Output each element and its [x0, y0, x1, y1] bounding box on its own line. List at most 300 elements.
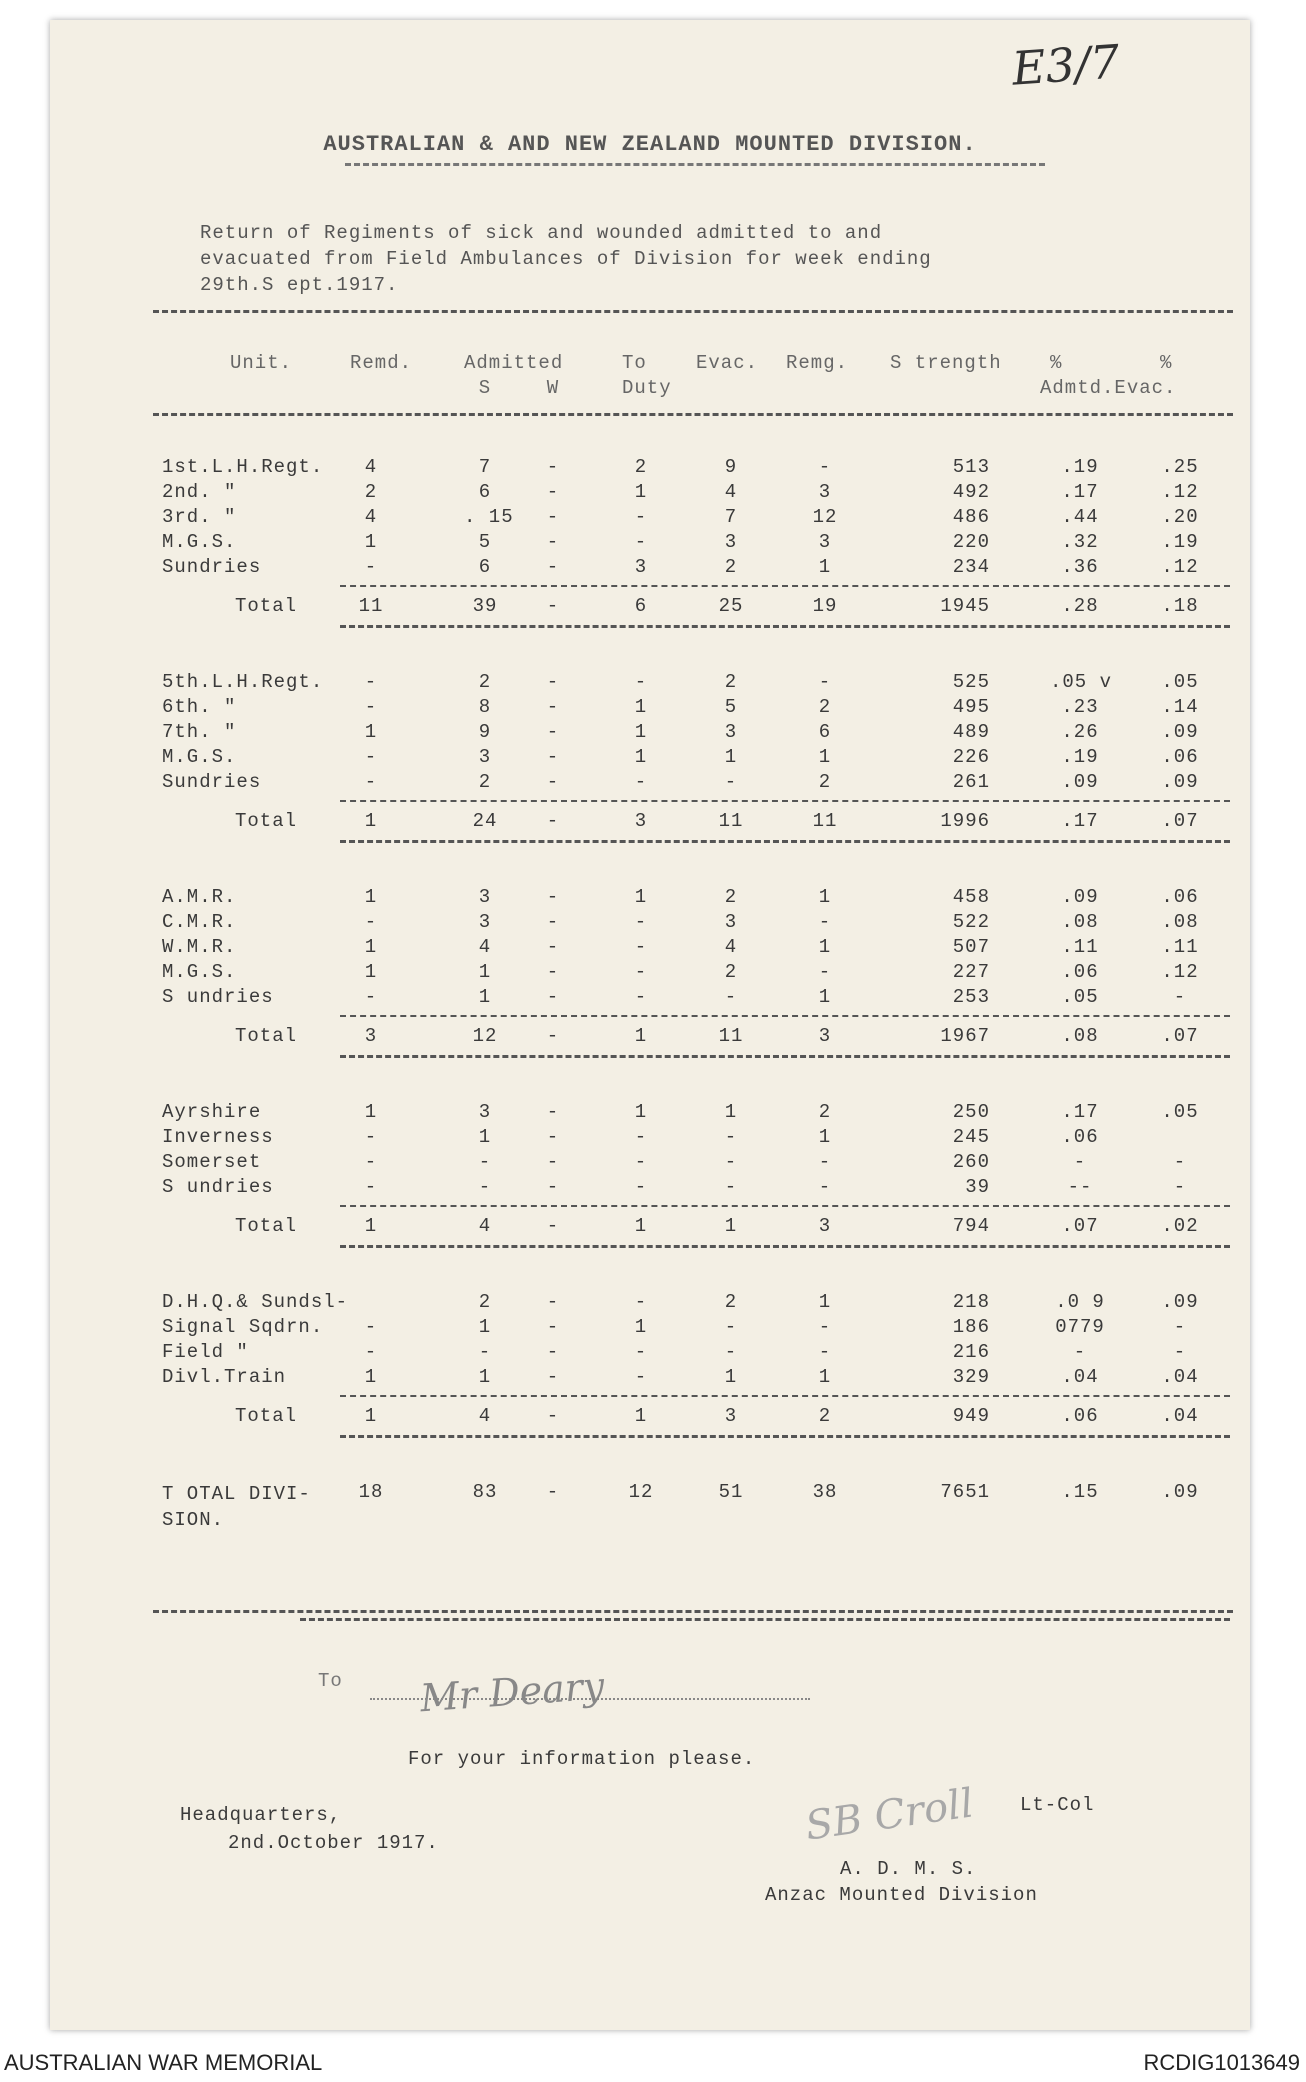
table-row-adm-s: 1: [478, 1366, 492, 1388]
table-row-remg: 1: [818, 886, 832, 908]
table-row-pct-evac: .08: [1161, 911, 1199, 933]
table-row-remd: -: [364, 1151, 378, 1173]
table-row-duty: -: [634, 1366, 648, 1388]
table-row-pct-admtd: 0779: [1055, 1316, 1105, 1338]
table-row-pct-admtd: .44: [1061, 506, 1099, 528]
table-row-duty: -: [634, 1291, 648, 1313]
table-row-unit: C.M.R.: [162, 911, 237, 933]
table-row-remg: -: [818, 1151, 832, 1173]
table-row-adm-w: -: [546, 721, 560, 743]
table-row-unit: 3rd. ": [162, 506, 237, 528]
table-row-duty: -: [634, 1341, 648, 1363]
table-row-unit: A.M.R.: [162, 886, 237, 908]
table-row-strength: 245: [952, 1126, 990, 1148]
table-row-duty: -: [634, 936, 648, 958]
table-row-pct-evac: .09: [1161, 1291, 1199, 1313]
rule-above-total: [340, 1015, 1230, 1017]
table-row-adm-s: 1: [478, 1316, 492, 1338]
document-page: [50, 20, 1250, 2030]
total-row-remg: 19: [812, 595, 838, 617]
total-row-adm-w: -: [546, 1215, 560, 1237]
table-row-adm-s: 1: [478, 961, 492, 983]
table-row-adm-s: 3: [478, 746, 492, 768]
header-remg: Remg.: [786, 352, 849, 374]
table-row-remg: 38: [812, 1481, 838, 1503]
rule-below-total: [340, 1245, 1230, 1248]
table-row-adm-w: -: [546, 911, 560, 933]
total-row-strength: 794: [952, 1215, 990, 1237]
table-row-pct-admtd: .06: [1061, 961, 1099, 983]
table-row-adm-s: 5: [478, 531, 492, 553]
table-row-unit: 7th. ": [162, 721, 237, 743]
table-row-remd: 4: [364, 506, 378, 528]
table-row-unit: Divl.Train: [162, 1366, 287, 1388]
rule-above-total: [340, 1205, 1230, 1207]
table-row-adm-s: 1: [478, 986, 492, 1008]
table-row-duty: -: [634, 671, 648, 693]
table-row-pct-evac: .12: [1161, 556, 1199, 578]
table-row-strength: 250: [952, 1101, 990, 1123]
rule-above-total: [340, 1395, 1230, 1397]
table-row-strength: 260: [952, 1151, 990, 1173]
table-row-unit: 5th.L.H.Regt.: [162, 671, 324, 693]
total-row-adm-w: -: [546, 810, 560, 832]
table-row-evac: -: [724, 1341, 738, 1363]
table-row-pct-evac: .12: [1161, 481, 1199, 503]
archive-reference: E3/7: [1010, 34, 1122, 96]
table-row-unit: S undries: [162, 986, 274, 1008]
table-row-remg: 1: [818, 936, 832, 958]
table-row-adm-w: -: [546, 506, 560, 528]
table-row-evac: -: [724, 1176, 738, 1198]
table-row-evac: 1: [724, 746, 738, 768]
table-row-evac: 2: [724, 886, 738, 908]
table-row-duty: -: [634, 1126, 648, 1148]
header-admitted: Admitted: [464, 352, 564, 374]
table-row-evac: 2: [724, 961, 738, 983]
table-row-adm-w: -: [546, 1101, 560, 1123]
table-row-pct-admtd: .11: [1061, 936, 1099, 958]
table-row-pct-evac: .06: [1161, 886, 1199, 908]
table-row-strength: 495: [952, 696, 990, 718]
rule-under-header: [153, 413, 1233, 416]
table-row-unit: 6th. ": [162, 696, 237, 718]
table-row-remg: 2: [818, 1101, 832, 1123]
table-row-remg: 2: [818, 771, 832, 793]
total-row-pct-evac: .02: [1161, 1215, 1199, 1237]
total-row-evac: 1: [724, 1215, 738, 1237]
table-row-pct-evac: -: [1173, 1176, 1187, 1198]
table-row-adm-w: -: [546, 1341, 560, 1363]
table-row-unit: M.G.S.: [162, 531, 237, 553]
table-row-remd: 1: [364, 1366, 378, 1388]
table-row-unit: 1st.L.H.Regt.: [162, 456, 324, 478]
table-row-evac: 5: [724, 696, 738, 718]
table-row-evac: -: [724, 1151, 738, 1173]
table-row-remd: 18: [358, 1481, 384, 1503]
table-row-evac: 1: [724, 1101, 738, 1123]
total-row-unit: Total: [235, 810, 298, 832]
table-row-adm-s: 3: [478, 1101, 492, 1123]
table-row-pct-admtd: .15: [1061, 1481, 1099, 1503]
total-row-pct-evac: .07: [1161, 1025, 1199, 1047]
rule-below-total: [340, 840, 1230, 843]
table-row-pct-admtd: .06: [1061, 1126, 1099, 1148]
table-row-pct-admtd: .23: [1061, 696, 1099, 718]
table-row-adm-w: -: [546, 986, 560, 1008]
table-row-evac: 4: [724, 936, 738, 958]
table-row-remg: 3: [818, 481, 832, 503]
table-row-remg: 6: [818, 721, 832, 743]
table-row-unit: Signal Sqdrn.: [162, 1316, 324, 1338]
table-row-duty: -: [634, 1176, 648, 1198]
table-row-adm-w: -: [546, 481, 560, 503]
table-row-duty: -: [634, 961, 648, 983]
table-row-adm-s: . 15: [464, 506, 514, 528]
table-row-strength: 492: [952, 481, 990, 503]
table-row-strength: 486: [952, 506, 990, 528]
total-row-strength: 949: [952, 1405, 990, 1427]
total-row-pct-evac: .18: [1161, 595, 1199, 617]
table-row-adm-w: -: [546, 1316, 560, 1338]
table-row-unit: D.H.Q.& Sundsl-: [162, 1291, 349, 1313]
table-row-pct-evac: -: [1173, 986, 1187, 1008]
table-row-adm-w: -: [546, 1291, 560, 1313]
total-row-adm-s: 4: [478, 1215, 492, 1237]
table-row-remd: -: [364, 1126, 378, 1148]
table-row-adm-s: 3: [478, 886, 492, 908]
table-row-remg: -: [818, 961, 832, 983]
table-row-remg: -: [818, 456, 832, 478]
total-row-remd: 1: [364, 1405, 378, 1427]
table-row-pct-evac: -: [1173, 1151, 1187, 1173]
header-to: To: [622, 352, 647, 374]
total-row-pct-admtd: .06: [1061, 1405, 1099, 1427]
total-row-remg: 11: [812, 810, 838, 832]
table-row-unit: Inverness: [162, 1126, 274, 1148]
table-row-evac: -: [724, 1126, 738, 1148]
table-row-remd: -: [364, 1316, 378, 1338]
total-row-adm-s: 39: [472, 595, 498, 617]
total-row-adm-s: 24: [472, 810, 498, 832]
header-adm-s: S: [478, 377, 492, 399]
table-row-adm-s: 83: [472, 1481, 498, 1503]
table-row-strength: 226: [952, 746, 990, 768]
sign-title: A. D. M. S.: [840, 1858, 977, 1880]
header-evac: Evac.: [696, 352, 759, 374]
table-row-unit: T OTAL DIVI- SION.: [162, 1483, 311, 1531]
table-row-remg: 1: [818, 556, 832, 578]
table-row-pct-evac: .09: [1161, 721, 1199, 743]
table-row-strength: 234: [952, 556, 990, 578]
table-row-pct-admtd: -: [1073, 1341, 1087, 1363]
table-row-evac: 3: [724, 531, 738, 553]
rule-below-total: [340, 1055, 1230, 1058]
table-row-pct-evac: -: [1173, 1316, 1187, 1338]
table-row-strength: 507: [952, 936, 990, 958]
header-adm-w: W: [546, 377, 560, 399]
table-row-pct-admtd: .05 v: [1050, 671, 1113, 693]
table-row-duty: 1: [634, 696, 648, 718]
table-row-strength: 329: [952, 1366, 990, 1388]
table-row-remg: 12: [812, 506, 838, 528]
table-row-pct-admtd: .32: [1061, 531, 1099, 553]
table-row-remg: 3: [818, 531, 832, 553]
table-row-remg: 1: [818, 746, 832, 768]
table-row-unit: M.G.S.: [162, 961, 237, 983]
table-row-strength: 261: [952, 771, 990, 793]
table-row-adm-w: -: [546, 1126, 560, 1148]
total-row-evac: 11: [718, 1025, 744, 1047]
table-row-evac: 2: [724, 556, 738, 578]
table-row-pct-evac: .09: [1161, 771, 1199, 793]
header-pct-1: %: [1050, 352, 1063, 374]
total-row-pct-admtd: .28: [1061, 595, 1099, 617]
table-row-adm-s: 7: [478, 456, 492, 478]
table-row-pct-admtd: .0 9: [1055, 1291, 1105, 1313]
table-row-strength: 513: [952, 456, 990, 478]
table-row-remd: -: [364, 1176, 378, 1198]
table-row-unit: 2nd. ": [162, 481, 237, 503]
date-line: 2nd.October 1917.: [228, 1832, 439, 1854]
table-row-pct-evac: .09: [1161, 1481, 1199, 1503]
rank-label: Lt-Col: [1020, 1794, 1095, 1816]
table-row-evac: -: [724, 771, 738, 793]
table-row-strength: 39: [965, 1176, 990, 1198]
table-row-remd: 2: [364, 481, 378, 503]
table-row-pct-evac: .05: [1161, 671, 1199, 693]
table-row-duty: 1: [634, 721, 648, 743]
table-row-adm-s: 1: [478, 1126, 492, 1148]
footer-catalogue-id: RCDIG1013649: [1143, 2050, 1300, 2075]
table-row-remg: 1: [818, 1366, 832, 1388]
table-row-adm-s: 6: [478, 481, 492, 503]
document-subtitle: Return of Regiments of sick and wounded admitted to and evacuated from Field Ambulances of Division for week ending 29th.S ept.1917.: [200, 222, 932, 296]
table-row-remd: -: [364, 1341, 378, 1363]
table-row-duty: -: [634, 506, 648, 528]
total-row-pct-evac: .07: [1161, 810, 1199, 832]
rule-below-total: [340, 625, 1230, 628]
table-row-evac: 2: [724, 671, 738, 693]
table-row-pct-admtd: --: [1067, 1176, 1093, 1198]
total-row-evac: 3: [724, 1405, 738, 1427]
table-row-adm-w: -: [546, 1176, 560, 1198]
table-row-pct-admtd: .19: [1061, 456, 1099, 478]
table-row-pct-evac: .20: [1161, 506, 1199, 528]
table-row-pct-evac: .12: [1161, 961, 1199, 983]
table-row-evac: 1: [724, 1366, 738, 1388]
title-underline: [345, 163, 1045, 166]
total-row-pct-admtd: .08: [1061, 1025, 1099, 1047]
table-row-duty: -: [634, 1151, 648, 1173]
total-row-pct-admtd: .17: [1061, 810, 1099, 832]
table-row-adm-s: -: [478, 1341, 492, 1363]
table-row-strength: 7651: [940, 1481, 990, 1503]
table-row-adm-s: 2: [478, 771, 492, 793]
table-row-adm-s: -: [478, 1176, 492, 1198]
table-row-remd: -: [364, 911, 378, 933]
table-row-remg: 1: [818, 1291, 832, 1313]
table-row-duty: 12: [628, 1481, 654, 1503]
table-row-duty: -: [634, 911, 648, 933]
header-unit: Unit.: [230, 352, 293, 374]
table-row-adm-w: -: [546, 531, 560, 553]
table-row-pct-admtd: .08: [1061, 911, 1099, 933]
table-row-remg: -: [818, 1176, 832, 1198]
table-row-pct-admtd: .26: [1061, 721, 1099, 743]
table-row-adm-w: -: [546, 961, 560, 983]
table-row-adm-w: -: [546, 886, 560, 908]
table-row-strength: 227: [952, 961, 990, 983]
header-duty: Duty: [622, 377, 672, 399]
header-admtd-evac: Admtd.Evac.: [1040, 377, 1177, 399]
table-row-evac: 7: [724, 506, 738, 528]
table-row-remd: -: [364, 986, 378, 1008]
table-row-evac: 9: [724, 456, 738, 478]
table-row-adm-s: 8: [478, 696, 492, 718]
table-row-adm-s: 6: [478, 556, 492, 578]
table-row-pct-admtd: .19: [1061, 746, 1099, 768]
to-label: To: [318, 1670, 343, 1692]
table-row-unit: M.G.S.: [162, 746, 237, 768]
total-row-adm-w: -: [546, 1025, 560, 1047]
document-title: AUSTRALIAN & AND NEW ZEALAND MOUNTED DIVISION.: [323, 132, 977, 157]
rule-top: [153, 310, 1233, 313]
table-row-remd: 1: [364, 1101, 378, 1123]
table-row-adm-w: -: [546, 771, 560, 793]
table-row-adm-w: -: [546, 696, 560, 718]
table-row-adm-s: 3: [478, 911, 492, 933]
table-row-remd: -: [364, 556, 378, 578]
table-row-adm-s: 9: [478, 721, 492, 743]
table-row-unit: Sundries: [162, 556, 262, 578]
total-row-duty: 6: [634, 595, 648, 617]
total-row-duty: 1: [634, 1405, 648, 1427]
total-row-pct-admtd: .07: [1061, 1215, 1099, 1237]
table-row-pct-admtd: .05: [1061, 986, 1099, 1008]
table-row-adm-s: 4: [478, 936, 492, 958]
signature-mark: SB Croll: [802, 1780, 977, 1850]
table-row-pct-evac: -: [1173, 1341, 1187, 1363]
table-row-remg: 2: [818, 696, 832, 718]
rule-above-total: [340, 585, 1230, 587]
table-row-evac: 3: [724, 911, 738, 933]
table-row-remg: -: [818, 1341, 832, 1363]
table-row-strength: 216: [952, 1341, 990, 1363]
table-row-strength: 525: [952, 671, 990, 693]
table-row-evac: -: [724, 986, 738, 1008]
total-row-duty: 1: [634, 1215, 648, 1237]
table-row-pct-evac: .11: [1161, 936, 1199, 958]
total-row-remd: 1: [364, 810, 378, 832]
table-row-pct-evac: .25: [1161, 456, 1199, 478]
table-row-remg: 1: [818, 1126, 832, 1148]
table-row-remd: 1: [364, 961, 378, 983]
total-row-evac: 25: [718, 595, 744, 617]
total-row-remd: 11: [358, 595, 384, 617]
table-row-adm-s: 2: [478, 671, 492, 693]
table-row-adm-w: -: [546, 556, 560, 578]
table-row-duty: 1: [634, 1316, 648, 1338]
table-row-unit: S undries: [162, 1176, 274, 1198]
table-row-evac: 51: [718, 1481, 744, 1503]
table-row-evac: 2: [724, 1291, 738, 1313]
total-row-remg: 3: [818, 1215, 832, 1237]
table-row-adm-w: -: [546, 1481, 560, 1503]
table-row-evac: 3: [724, 721, 738, 743]
table-row-remg: -: [818, 671, 832, 693]
table-row-strength: 489: [952, 721, 990, 743]
rule-above-total: [340, 800, 1230, 802]
total-row-adm-s: 4: [478, 1405, 492, 1427]
table-row-remd: 4: [364, 456, 378, 478]
table-row-unit: Ayrshire: [162, 1101, 262, 1123]
table-row-strength: 253: [952, 986, 990, 1008]
table-row-unit: Sundries: [162, 771, 262, 793]
table-row-remd: -: [364, 671, 378, 693]
table-row-strength: 522: [952, 911, 990, 933]
total-row-remd: 1: [364, 1215, 378, 1237]
table-row-unit: W.M.R.: [162, 936, 237, 958]
total-row-unit: Total: [235, 595, 298, 617]
table-row-duty: 1: [634, 886, 648, 908]
table-row-duty: -: [634, 531, 648, 553]
table-row-adm-w: -: [546, 746, 560, 768]
total-row-duty: 3: [634, 810, 648, 832]
table-row-pct-admtd: .17: [1061, 1101, 1099, 1123]
rule-bottom-1: [153, 1610, 1233, 1613]
info-line: For your information please.: [408, 1748, 756, 1770]
total-row-adm-w: -: [546, 1405, 560, 1427]
header-pct-2: %: [1160, 352, 1173, 374]
table-row-adm-w: -: [546, 1366, 560, 1388]
table-row-unit: Field ": [162, 1341, 249, 1363]
table-row-duty: 1: [634, 481, 648, 503]
total-row-duty: 1: [634, 1025, 648, 1047]
sign-organisation: Anzac Mounted Division: [765, 1884, 1038, 1906]
total-row-strength: 1996: [940, 810, 990, 832]
table-row-remd: 1: [364, 886, 378, 908]
table-row-pct-evac: .05: [1161, 1101, 1199, 1123]
total-row-adm-s: 12: [472, 1025, 498, 1047]
table-row-strength: 186: [952, 1316, 990, 1338]
table-row-remg: -: [818, 1316, 832, 1338]
table-row-pct-admtd: -: [1073, 1151, 1087, 1173]
table-row-pct-admtd: .36: [1061, 556, 1099, 578]
table-row-evac: 4: [724, 481, 738, 503]
table-row-unit: Somerset: [162, 1151, 262, 1173]
table-row-strength: 218: [952, 1291, 990, 1313]
table-row-remd: -: [364, 696, 378, 718]
headquarters-label: Headquarters,: [180, 1804, 342, 1826]
table-row-duty: -: [634, 771, 648, 793]
table-row-pct-admtd: .09: [1061, 771, 1099, 793]
total-row-pct-evac: .04: [1161, 1405, 1199, 1427]
total-row-unit: Total: [235, 1405, 298, 1427]
total-row-adm-w: -: [546, 595, 560, 617]
table-row-adm-w: -: [546, 1151, 560, 1173]
total-row-strength: 1945: [940, 595, 990, 617]
table-row-adm-w: -: [546, 456, 560, 478]
table-row-pct-admtd: .17: [1061, 481, 1099, 503]
table-row-pct-evac: .14: [1161, 696, 1199, 718]
table-row-duty: 1: [634, 746, 648, 768]
table-row-adm-s: 2: [478, 1291, 492, 1313]
total-row-remg: 3: [818, 1025, 832, 1047]
table-row-adm-w: -: [546, 671, 560, 693]
table-row-pct-evac: .04: [1161, 1366, 1199, 1388]
table-row-pct-admtd: .04: [1061, 1366, 1099, 1388]
